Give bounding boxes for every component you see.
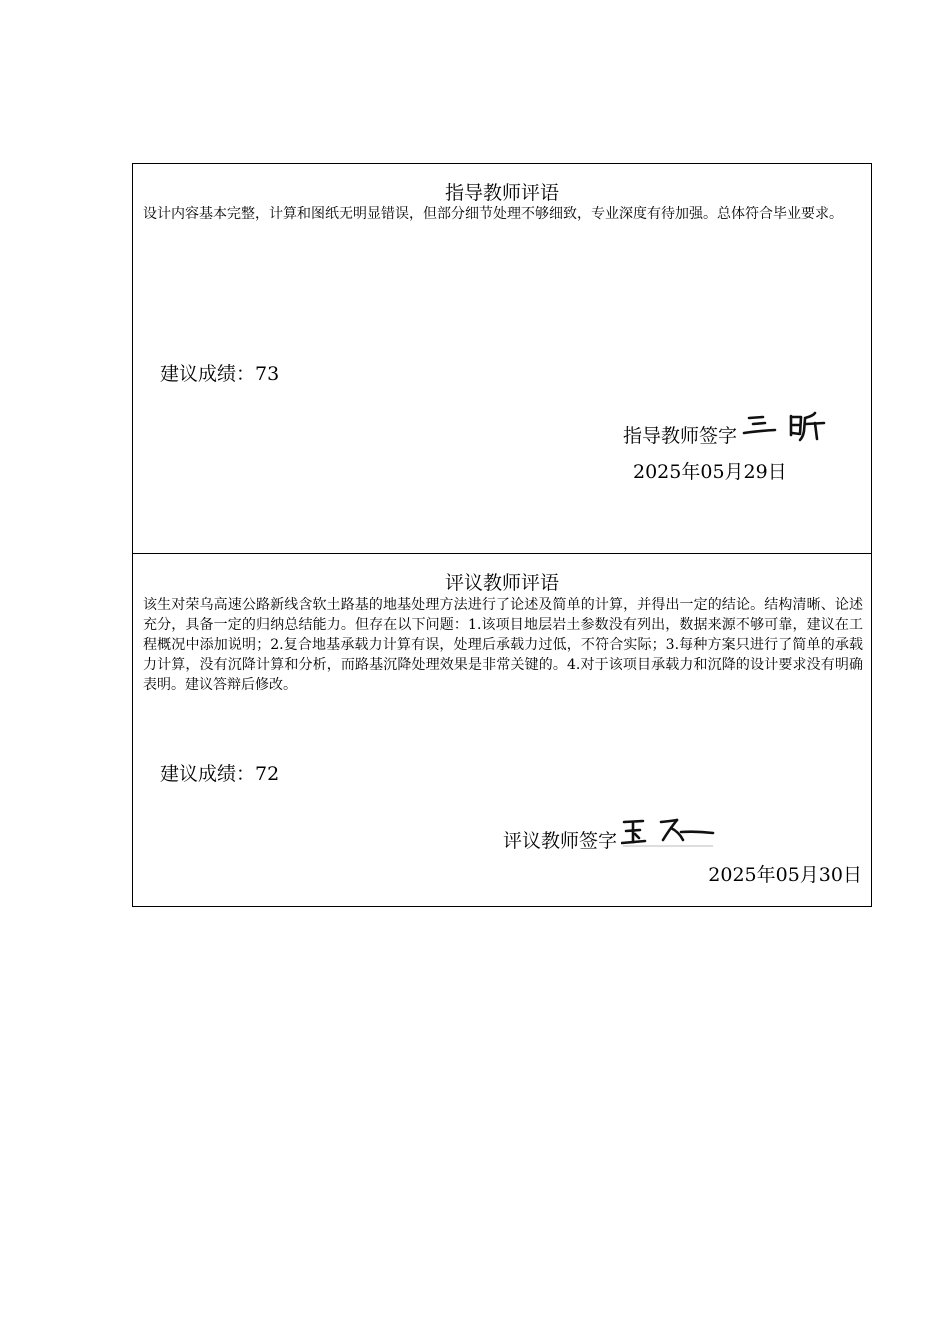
advisor-signature-row [623,409,827,448]
reviewer-comment-text: 该生对荣乌高速公路新线含软土路基的地基处理方法进行了论述及简单的计算，并得出一定的结论。结构清晰、论述充分，具备一定的归纳总结能力。但存在以下问题：1.该项目地层岩土参数没有列出，数据来源不够可靠，建议在工程概况中添加说明；2.复合地基承载力计算有误，处理后承载力过低，不符合实际；3.每种方案只进行了简单的承载力计算，没有沉降计算和分析，而路基沉降处理效果是非常关键的。4.对于该项目承载力和沉降的设计要求没有明确表明。建议答辩后修改。 [143,597,863,693]
advisor-suggested-grade: 建议成绩：73 [160,363,280,385]
reviewer-signature-label: 评议教师签字 [503,830,618,852]
advisor-comment-text: 设计内容基本完整，计算和图纸无明显错误，但部分细节处理不够细致，专业深度有待加强。总体符合毕业要求。 [143,206,843,222]
advisor-signature-label: 指导教师签字 [623,425,738,447]
advisor-sign-date: 2025年05月29日 [633,461,787,483]
reviewer-sign-date: 2025年05月30日 [708,864,862,886]
reviewer-handwritten-signature [621,816,717,853]
advisor-comment-section [133,164,871,554]
evaluation-form [132,163,872,907]
reviewer-section-title: 评议教师评语 [444,572,559,594]
reviewer-suggested-grade: 建议成绩：72 [160,763,280,785]
advisor-section-title: 指导教师评语 [444,182,559,204]
advisor-handwritten-signature [741,409,827,448]
reviewer-signature-row [503,816,717,853]
reviewer-comment-section [133,554,871,906]
